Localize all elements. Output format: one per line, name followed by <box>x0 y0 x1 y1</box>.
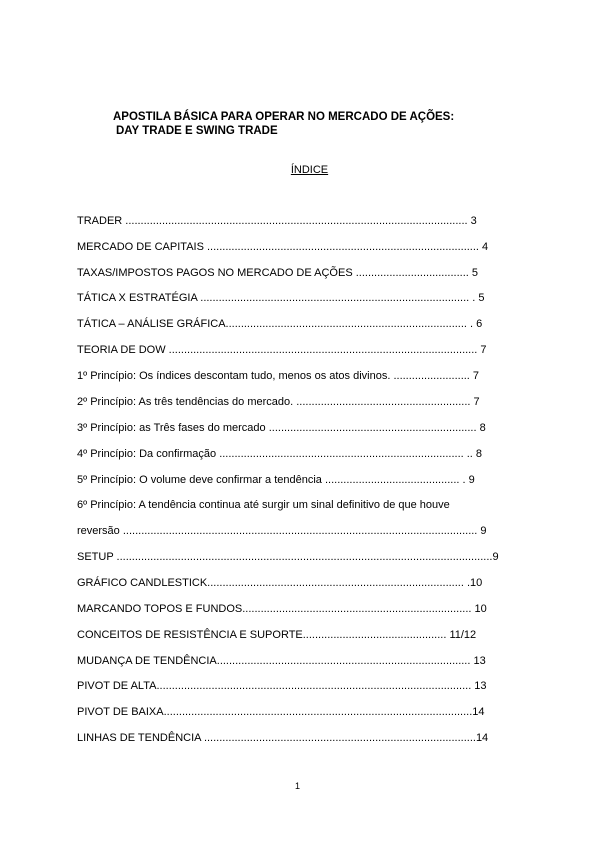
toc-entry-text: 2º Princípio: As três tendências do mercado. ......................................................... 7 <box>77 396 480 408</box>
toc-entry-text: 6º Princípio: A tendência continua até surgir um sinal definitivo de que houve <box>77 499 450 511</box>
toc-entry[interactable] <box>77 550 519 564</box>
toc-entry[interactable] <box>77 576 519 590</box>
toc-entry[interactable] <box>77 447 519 461</box>
toc-entry[interactable] <box>77 679 519 693</box>
toc-entry-text: TEORIA DE DOW ..................................................................................................... 7 <box>77 344 487 356</box>
toc-entry-text: 1º Princípio: Os índices descontam tudo, menos os atos divinos. ......................... 7 <box>77 370 480 382</box>
toc-entry[interactable] <box>77 628 519 642</box>
toc-entry-text: TRADER ................................................................................................................ 3 <box>77 215 477 227</box>
toc-entry-text: reversão .................................................................................................................... 9 <box>77 525 487 537</box>
toc-entry[interactable] <box>77 395 519 409</box>
toc-entry[interactable] <box>77 369 519 383</box>
index-heading <box>0 163 595 177</box>
document-title-line-2: DAY TRADE E SWING TRADE <box>116 125 278 137</box>
toc-entry-text: TÁTICA – ANÁLISE GRÁFICA............................................................................... . 6 <box>77 318 483 330</box>
toc-entry[interactable] <box>77 498 519 512</box>
toc-entry-text: GRÁFICO CANDLESTICK.................................................................................... .10 <box>77 577 483 589</box>
toc-entry[interactable] <box>77 214 519 228</box>
toc-entry-text: MUDANÇA DE TENDÊNCIA................................................................................... 13 <box>77 655 486 667</box>
toc-entry-text: PIVOT DE ALTA....................................................................................................... 13 <box>77 680 487 692</box>
toc-entry[interactable] <box>77 731 519 745</box>
index-heading-text: ÍNDICE <box>290 164 329 176</box>
toc-entry[interactable] <box>77 266 519 280</box>
toc-entry[interactable] <box>77 654 519 668</box>
toc-entry[interactable] <box>77 291 519 305</box>
toc-entry-text: MERCADO DE CAPITAIS ......................................................................................... 4 <box>77 241 489 253</box>
toc-entry-text: CONCEITOS DE RESISTÊNCIA E SUPORTE............................................... 11/12 <box>77 629 477 641</box>
toc-entry-text: 3º Princípio: as Três fases do mercado .................................................................... 8 <box>77 422 486 434</box>
toc-entry-text: TAXAS/IMPOSTOS PAGOS NO MERCADO DE AÇÕES ..................................... 5 <box>77 267 478 279</box>
toc-entry[interactable] <box>77 705 519 719</box>
toc-entry[interactable] <box>77 524 519 538</box>
toc-entry[interactable] <box>77 473 519 487</box>
toc-entry[interactable] <box>77 240 519 254</box>
toc-entry[interactable] <box>77 421 519 435</box>
page-number: 1 <box>294 781 300 791</box>
toc-entry-text: 4º Princípio: Da confirmação ................................................................................ .. 8 <box>77 448 483 460</box>
toc-entry-text: SETUP ...........................................................................................................................9 <box>77 551 499 563</box>
toc-entry-text: PIVOT DE BAIXA.....................................................................................................14 <box>77 706 485 718</box>
toc-entry[interactable] <box>77 317 519 331</box>
toc-entry[interactable] <box>77 602 519 616</box>
toc-entry-text: LINHAS DE TENDÊNCIA .........................................................................................14 <box>77 732 489 744</box>
toc-entry-text: 5º Princípio: O volume deve confirmar a tendência ............................................ . 9 <box>77 474 475 486</box>
toc-entry[interactable] <box>77 343 519 357</box>
document-title-line-1: APOSTILA BÁSICA PARA OPERAR NO MERCADO DE AÇÕES: <box>113 111 455 123</box>
toc-entry-text: MARCANDO TOPOS E FUNDOS........................................................................... 10 <box>77 603 487 615</box>
toc-entry-text: TÁTICA X ESTRATÉGIA ........................................................................................ . 5 <box>77 292 485 304</box>
